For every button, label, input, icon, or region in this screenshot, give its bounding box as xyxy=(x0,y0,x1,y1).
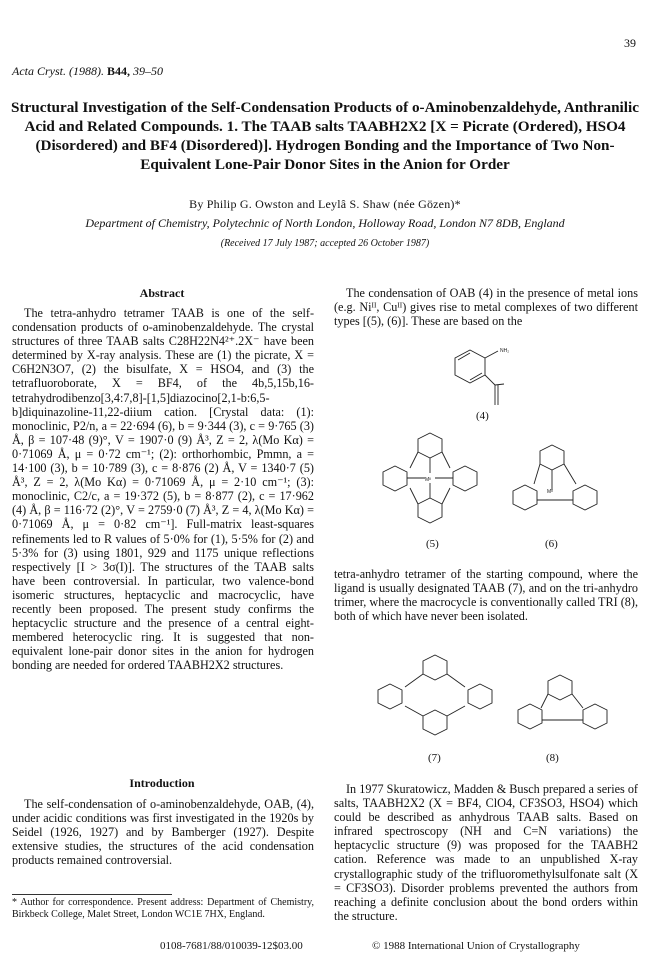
right-paragraph-1 xyxy=(334,286,638,328)
right-text-3: In 1977 Skuratowicz, Madden & Busch prepared a series of salts, TAABH2X2 (X = BF4, ClO4, CF3SO3, HSO4) which could be described as anhydrous TAAB salts. Based on infrared spectroscopy (NH and C=N variations) the heptacyclic structure (9) was proposed for the TAABH2 cation. Reference was made to an unpublished X-ray crystallographic study of the trifluoromethylsulfonate salt (X = CF3SO3). Disorder problems prevented the authors from reaching a definite conclusion about the bond orders within the structure. xyxy=(334,782,638,923)
received-dates: (Received 17 July 1987; accepted 26 October 1987) xyxy=(220,238,430,249)
right-paragraph-2 xyxy=(334,567,638,623)
introduction-body xyxy=(12,797,314,867)
structure-7-label: (7) xyxy=(428,752,441,764)
page-number: 39 xyxy=(624,36,636,50)
nh2-label: NH₂ xyxy=(500,348,510,354)
structure-4-figure xyxy=(440,340,530,420)
journal-name: Acta Cryst. xyxy=(12,64,66,78)
footnote-rule xyxy=(12,894,172,895)
paper-title: Structural Investigation of the Self-Condensation Products of o-Aminobenzaldehyde, Anthranilic Acid and Related Compounds. 1. The TAAB salts TAABH2X2 [X = Picrate (Ordered), HSO4 (Disordered) and BF4 (Disordered)]. Hydrogen Bonding and the Importance of Two Non-Equivalent Lone-Pair Donor Sites in the Anion for Order xyxy=(11,99,639,173)
abstract-text: The tetra-anhydro tetramer TAAB is one of the self-condensation products of o-aminobenzaldehyde. The crystal structures of three TAAB salts C28H22N4²⁺.2X⁻ have been determined by X-ray analysis. These are (1) the picrate, X = C6H2N3O7, (2) the bisulfate, X = HSO4, and (3) the tetrafluoroborate, X = BF4, of the 4b,5,15b,16-tetrahydrodibenzo[3,4:7,8]-[1,5]diazocino[2,1-b:6,5-b]diquinazoline-11,22-diium cation. [Crystal data: (1): monoclinic, P2/n, a = 22·694 (6), b = 9·344 (3), c = 9·765 (3) Å, β = 107·48 (9)°, V = 1907·0 (9) Å³, Z = 2, λ(Mo Kα) = 0·71069 Å, μ = 0·72 cm⁻¹; (2): orthorhombic, Pmmn, a = 14·100 (3), b = 10·789 (3), c = 8·876 (2) Å, V = 1340·7 (5) Å³, Z = 2, λ(Mo Kα) = 0·71069 Å, μ = 2·10 cm⁻¹; (3): monoclinic, C2/c, a = 19·372 (5), b = 8·877 (2), c = 17·962 (4) Å, β = 116·72 (2)°, V = 2759·0 (7) Å³, Z = 4, λ(Mo Kα) = 0·71069 Å, μ = 0·82 cm⁻¹]. Full-matrix least-squares refinements led to R values of 5·0% for (1), 5·5% for (2) and 5·3% for (3) using 1801, 929 and 1175 unique reflections respectively [I > 3σ(I)]. The structures of the TAAB salts have been controversial. In particular, two valence-bond isomeric structures, heptacyclic and macrocyclic, have recently been proposed. The present study confirms the heptacyclic structure and the presence of a central eight-membered heterocyclic ring. It is suggested that non-equivalent lone-pair donor sites in the anion for hydrogen bonding are needed for ordered TAABH2X2 structures. xyxy=(12,306,314,673)
structure-8-figure xyxy=(515,672,615,742)
right-text-1: The condensation of OAB (4) in the presence of metal ions (e.g. Niᴵᴵ, Cuᴵᴵ) gives rise to metal complexes of two different types [(5), (6)]. These are based on the xyxy=(334,286,638,329)
journal-citation xyxy=(12,64,163,79)
authors: By Philip G. Owston and Leylâ S. Shaw (née Gözen)* xyxy=(189,197,461,211)
structure-5-figure xyxy=(380,428,490,533)
journal-year: (1988). xyxy=(69,64,104,78)
metal-label-6: Mᴵᴵ xyxy=(547,489,553,495)
metal-label-5: Mᴵᴵ xyxy=(425,477,431,483)
footnote: * Author for correspondence. Present address: Department of Chemistry, Birkbeck College, Malet Street, London WC1E 7HX, England. xyxy=(12,897,314,920)
structure-6-figure xyxy=(510,440,605,530)
structure-7-figure xyxy=(375,652,500,740)
structure-6-label: (6) xyxy=(545,538,558,550)
doi-code: 0108-7681/88/010039-12$03.00 xyxy=(160,940,303,952)
journal-volume: B44, xyxy=(107,64,131,78)
structure-8-label: (8) xyxy=(546,752,559,764)
abstract-heading: Abstract xyxy=(139,286,185,300)
structure-5-label: (5) xyxy=(426,538,439,550)
journal-pages: 39–50 xyxy=(133,64,164,78)
right-text-2: tetra-anhydro tetramer of the starting compound, where the ligand is usually designated TAAB (7), and on the tri-anhydro trimer, where the macrocycle is conventionally called TRI (8), both of which have never been isolated. xyxy=(334,567,638,624)
abstract-body xyxy=(12,306,314,672)
structure-4-label: (4) xyxy=(476,410,489,422)
affiliation: Department of Chemistry, Polytechnic of North London, Holloway Road, London N7 8DB, England xyxy=(85,216,565,230)
copyright: © 1988 International Union of Crystallography xyxy=(372,940,580,952)
benzene-ring-4 xyxy=(455,350,504,405)
introduction-heading: Introduction xyxy=(129,776,195,790)
macrocycle-7 xyxy=(378,655,492,735)
macrocycle-6 xyxy=(513,445,597,510)
intro-text: The self-condensation of o-aminobenzaldehyde, OAB, (4), under acidic conditions was first investigated in the 1920s by Seidel (1926, 1927) and by Bamberger (1927). Despite extensive studies, the structures of the acid condensation products remained controversial. xyxy=(12,797,314,868)
right-paragraph-3 xyxy=(334,782,638,923)
macrocycle-8 xyxy=(518,675,607,729)
